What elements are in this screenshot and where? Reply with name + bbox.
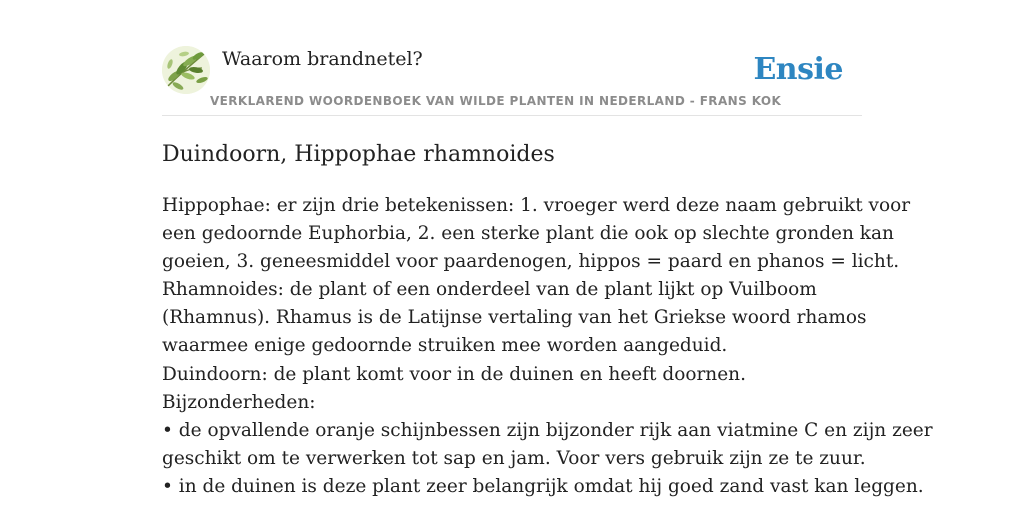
question-title[interactable]: Waarom brandnetel? — [222, 48, 423, 70]
entry-line: geschikt om te verwerken tot sap en jam. Voor vers gebruik zijn ze te zuur. — [162, 447, 866, 469]
entry-line: (Rhamnus). Rhamus is de Latijnse vertaling van het Griekse woord rhamos — [162, 307, 867, 329]
entry-line: Rhamnoides: de plant of een onderdeel van de plant lijkt op Vuilboom — [162, 279, 817, 301]
header — [162, 46, 862, 116]
entry-line: goeien, 3. geneesmiddel voor paardenogen, hippos = paard en phanos = licht. — [162, 251, 900, 273]
entry-line: • in de duinen is deze plant zeer belangrijk omdat hij goed zand vast kan leggen. — [162, 475, 924, 497]
entry-line: • de opvallende oranje schijnbessen zijn bijzonder rijk aan viatmine C en zijn zeer — [162, 419, 933, 441]
entry-line: Bijzonderheden: — [162, 391, 316, 413]
source-dictionary: VERKLAREND WOORDENBOEK VAN WILDE PLANTEN IN NEDERLAND - FRANS KOK — [210, 94, 782, 108]
plant-leaves-icon — [162, 46, 210, 94]
entry-body — [162, 192, 933, 501]
entry-line: waarmee enige gedoornde struiken mee worden aangeduid. — [162, 335, 728, 357]
entry-line: Hippophae: er zijn drie betekenissen: 1. vroeger werd deze naam gebruikt voor — [162, 195, 911, 216]
divider — [162, 115, 862, 116]
entry-line: Duindoorn: de plant komt voor in de duinen en heeft doornen. — [162, 363, 746, 385]
entry-title: Duindoorn, Hippophae rhamnoides — [162, 142, 555, 167]
entry-line: een gedoornde Euphorbia, 2. een sterke plant die ook op slechte gronden kan — [162, 223, 894, 245]
brand-logo[interactable]: Ensie — [753, 52, 843, 87]
